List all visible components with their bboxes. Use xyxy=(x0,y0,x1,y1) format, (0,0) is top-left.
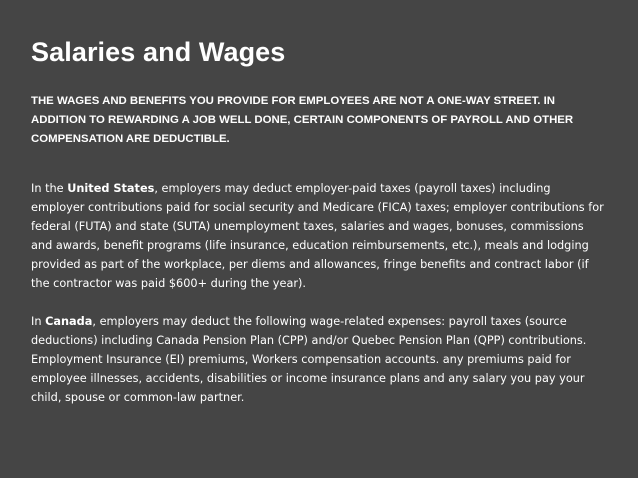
canada-paragraph xyxy=(31,312,607,407)
us-paragraph-text: , employers may deduct employer-paid taxes (payroll taxes) including employer contributions paid for social security and Medicare (FICA) taxes; employer contributions for federal (FUTA) and state (SUTA) unemployment taxes, salaries and wages, bonuses, commissions and awards, benefit programs (life insurance, education reimbursements, etc.), meals and lodging provided as part of the workplace, per diems and allowances, fringe benefits and contract labor (if the contractor was paid $600+ during the year). xyxy=(31,182,604,290)
canada-paragraph-prefix: In xyxy=(31,315,46,328)
canada-paragraph-text: , employers may deduct the following wage-related expenses: payroll taxes (source deductions) including Canada Pension Plan (CPP) and/or Quebec Pension Plan (QPP) contributions. Employment Insurance (EI) premiums, Workers compensation accounts. any premiums paid for employee illnesses, accidents, disabilities or income insurance plans and any salary you pay your child, spouse or common-law partner. xyxy=(31,315,587,404)
canada-country-name: Canada xyxy=(45,315,93,328)
slide-title: Salaries and Wages xyxy=(31,37,286,67)
us-paragraph-prefix: In the xyxy=(31,182,68,195)
us-paragraph xyxy=(31,179,607,293)
slide-subtitle: THE WAGES AND BENEFITS YOU PROVIDE FOR EMPLOYEES ARE NOT A ONE-WAY STREET. IN ADDITION TO REWARDING A JOB WELL DONE, CERTAIN COMPONENTS OF PAYROLL AND OTHER COMPENSATION ARE DEDUCTIBLE. xyxy=(31,95,574,145)
us-country-name: United States xyxy=(67,182,155,195)
